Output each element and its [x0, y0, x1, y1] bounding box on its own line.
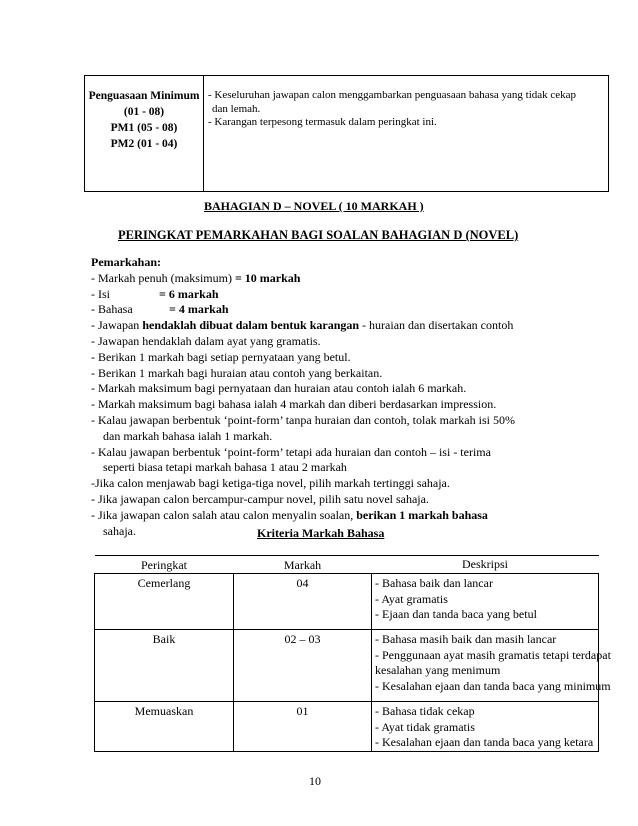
section-title: BAHAGIAN D – NOVEL ( 10 MARKAH ): [204, 199, 424, 213]
col-header-level: Peringkat: [95, 556, 234, 574]
col-header-mark: Markah: [234, 556, 372, 574]
guideline-line: - Berikan 1 markah bagi setiap pernyataan yang betul.: [91, 349, 351, 364]
last-bold: berikan 1 markah bahasa: [356, 507, 488, 522]
mark-cell: 02 – 03: [234, 630, 372, 702]
description-cell: [372, 702, 599, 752]
essay-form-line: [91, 318, 515, 334]
level-name: Penguasaan Minimum: [88, 90, 200, 102]
level-cell: Memuaskan: [95, 702, 234, 752]
page-number: 10: [309, 774, 321, 788]
guideline-line: - Kalau jawapan berbentuk ‘point-form’ tanpa huraian dan contoh, tolak markah isi 50%: [91, 412, 515, 427]
essay-suffix: - huraian dan disertakan contoh: [359, 318, 514, 333]
mark-cell: 04: [234, 574, 372, 630]
isi-mark-line: [91, 287, 515, 303]
marking-heading: Pemarkahan:: [91, 255, 161, 269]
description-line: - Kesalahan ejaan dan tanda baca yang ketara: [375, 735, 594, 749]
full-mark-label: - Markah penuh (maksimum): [91, 270, 235, 285]
description-line: - Bahasa baik dan lancar: [375, 576, 493, 590]
level-cell: [85, 76, 204, 192]
col-header-description: Deskripsi: [372, 556, 599, 574]
description-line: - Kesalahan ejaan dan tanda baca yang minimum: [375, 678, 611, 693]
mark-cell: 01: [234, 702, 372, 752]
description-cell: [372, 574, 599, 630]
level-desc-line: dan lemah.: [212, 102, 261, 115]
level-range: (01 - 08): [123, 106, 165, 118]
table-row: [95, 630, 599, 702]
description-line: - Ejaan dan tanda baca yang betul: [375, 607, 537, 621]
guideline-line: - Jawapan hendaklah dalam ayat yang gramatis.: [91, 333, 321, 348]
bahasa-label: - Bahasa: [91, 302, 133, 317]
description-line: - Bahasa masih baik dan masih lancar: [375, 632, 557, 646]
section-subtitle: PERINGKAT PEMARKAHAN BAGI SOALAN BAHAGIAN D (NOVEL): [118, 228, 519, 242]
level-cell: Baik: [95, 630, 234, 702]
last-prefix: - Jika jawapan calon salah atau calon menyalin soalan,: [91, 507, 357, 522]
minimum-level-table: [84, 75, 609, 192]
isi-value: = 6 markah: [159, 286, 219, 301]
description-line: - Ayat gramatis: [375, 591, 448, 606]
description-line: - Bahasa tidak cekap: [375, 704, 475, 718]
isi-label: - Isi: [91, 286, 110, 301]
guideline-line-cont: sahaja.: [103, 523, 136, 538]
guideline-line-cont: dan markah bahasa ialah 1 markah.: [103, 428, 273, 443]
level-desc-line: - Keseluruhan jawapan calon menggambarkan penguasaan bahasa yang tidak cekap: [208, 89, 577, 101]
guideline-line: - Jika jawapan calon bercampur-campur novel, pilih satu novel sahaja.: [91, 491, 429, 506]
bahasa-mark-line: [91, 302, 515, 318]
description-cell: [372, 630, 611, 702]
table-row: [95, 702, 599, 752]
guideline-line: - Kalau jawapan berbentuk ‘point-form’ tetapi ada huraian dan contoh – isi - terima: [91, 444, 491, 459]
language-criteria-table: [94, 555, 611, 752]
marking-guidelines: [91, 255, 515, 539]
description-line: - Penggunaan ayat masih gramatis tetapi terdapat: [375, 647, 611, 662]
guideline-line: -Jika calon menjawab bagi ketiga-tiga novel, pilih markah tertinggi sahaja.: [91, 476, 450, 491]
full-mark-value: = 10 markah: [234, 270, 301, 285]
guideline-line: - Markah maksimum bagi bahasa ialah 4 markah dan diberi berdasarkan impression.: [91, 397, 497, 412]
description-line: - Ayat tidak gramatis: [375, 719, 475, 734]
full-mark-line: [91, 271, 515, 287]
essay-prefix: - Jawapan: [91, 318, 143, 333]
description-line: kesalahan yang menimum: [375, 663, 501, 677]
level-pm1: PM1 (05 - 08): [110, 122, 178, 134]
level-cell: Cemerlang: [95, 574, 234, 630]
criteria-title: Kriteria Markah Bahasa: [257, 526, 385, 540]
bahasa-value: = 4 markah: [169, 302, 229, 317]
level-pm2: PM2 (01 - 04): [110, 138, 178, 150]
essay-bold: hendaklah dibuat dalam bentuk karangan: [142, 318, 360, 333]
level-description-cell: [204, 76, 609, 192]
table-row: [95, 574, 599, 630]
guideline-line-last: [91, 508, 515, 524]
level-desc-line: - Karangan terpesong termasuk dalam peringkat ini.: [208, 116, 437, 128]
guideline-line: - Markah maksimum bagi pernyataan dan huraian atau contoh ialah 6 markah.: [91, 381, 467, 396]
guideline-line: - Berikan 1 markah bagi huraian atau contoh yang berkaitan.: [91, 365, 383, 380]
guideline-line-cont: seperti biasa tetapi markah bahasa 1 atau 2 markah: [103, 460, 347, 475]
